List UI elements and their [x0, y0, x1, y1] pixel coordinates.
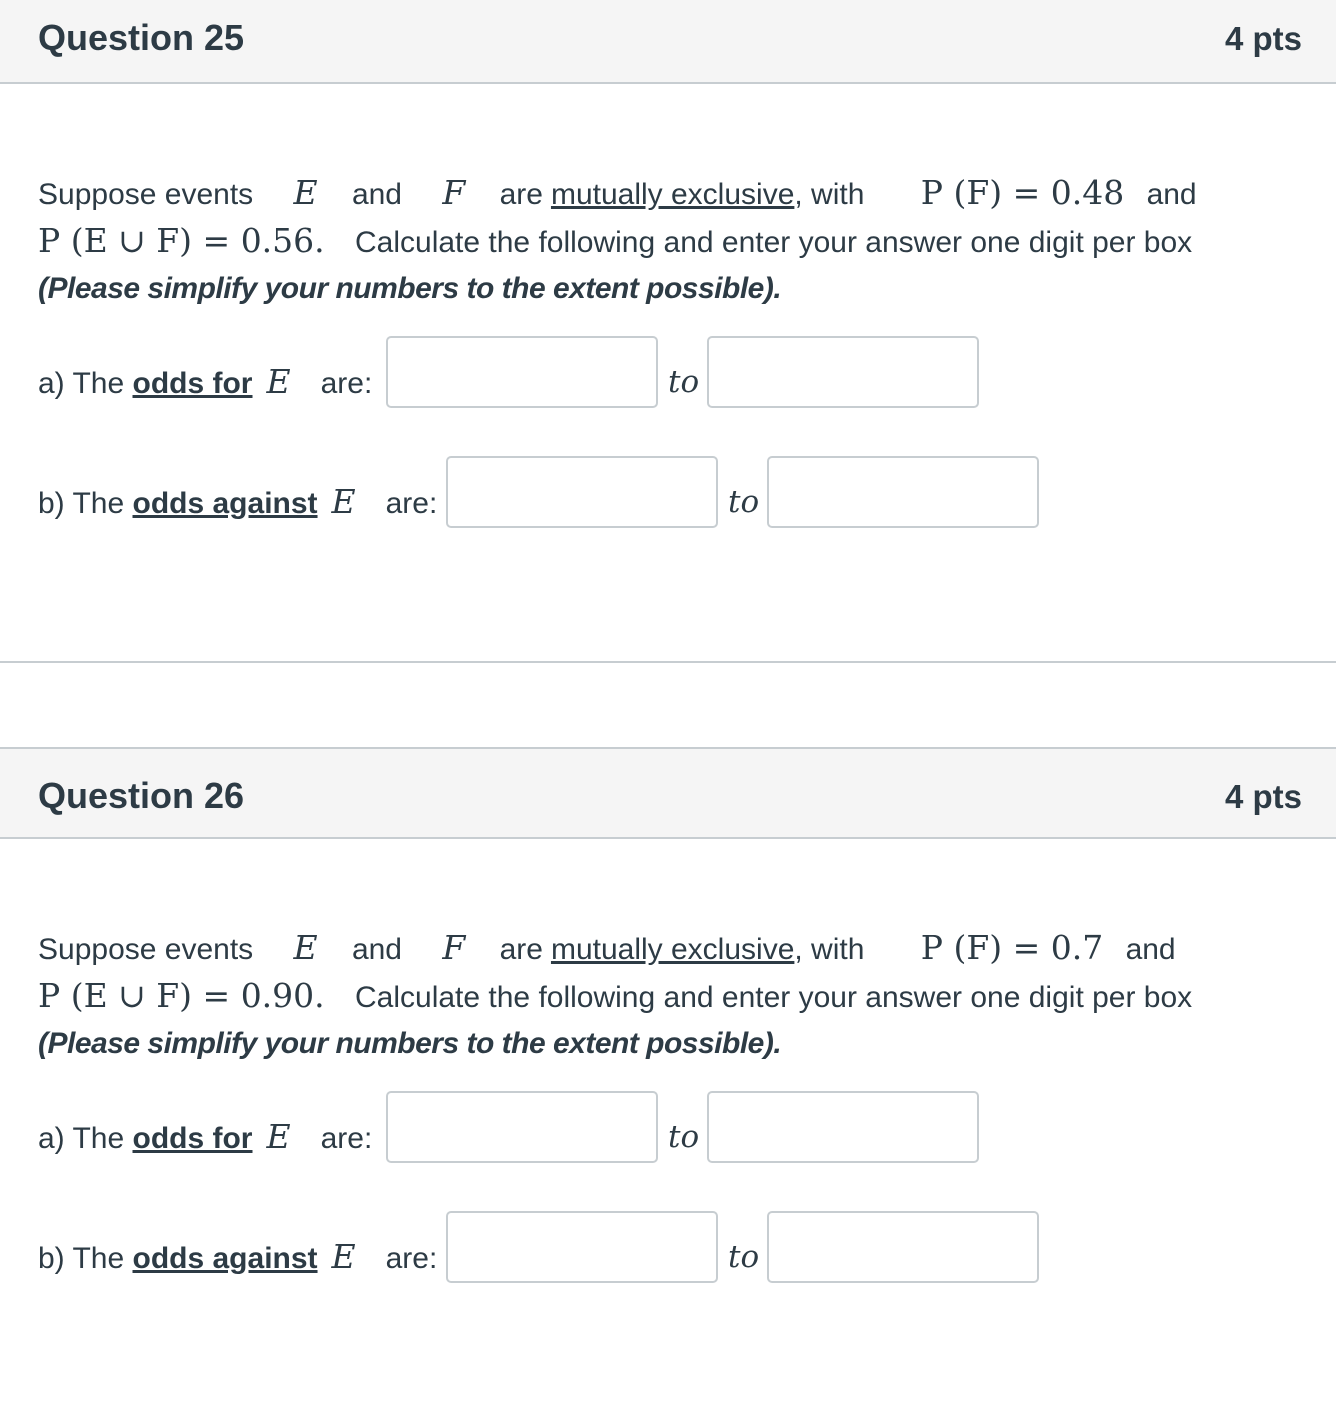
suppose-text: Suppose events — [38, 178, 254, 211]
part-a-prefix: a) The — [38, 1122, 133, 1155]
part-a-suffix: are: — [320, 1122, 373, 1155]
var-f: F — [442, 928, 466, 967]
question-points: 4 pts — [1224, 20, 1302, 57]
part-b-prefix: b) The — [38, 1242, 133, 1275]
punion-expression: P (E ∪ F) = 0.90. — [38, 976, 325, 1015]
part-a-var: E — [266, 1117, 291, 1156]
odds-against-input-1[interactable] — [446, 456, 718, 528]
var-e: E — [293, 928, 318, 967]
question-text-line-2 — [38, 221, 1193, 260]
part-b-var: E — [331, 482, 356, 521]
odds-against-input-1[interactable] — [446, 1211, 718, 1283]
pf-expression: P (F) = 0.7 — [920, 928, 1104, 967]
var-e: E — [293, 173, 318, 212]
and-text: and — [351, 178, 402, 211]
question-25 — [0, 0, 1336, 662]
mutually-exclusive-text: mutually exclusive — [550, 178, 795, 211]
part-b-label — [38, 1237, 437, 1276]
punion-expression: P (E ∪ F) = 0.56. — [38, 221, 325, 260]
are-text: are — [499, 933, 543, 966]
to-label: to — [668, 364, 700, 400]
odds-for-input-1[interactable] — [386, 1091, 658, 1163]
question-body — [0, 839, 1336, 1417]
part-a-prefix: a) The — [38, 367, 133, 400]
suppose-text: Suppose events — [38, 933, 254, 966]
odds-for-input-2[interactable] — [707, 336, 979, 408]
odds-against-term: odds against — [132, 1242, 318, 1275]
with-text: , with — [794, 933, 865, 966]
part-b-suffix: are: — [385, 1242, 438, 1275]
simplify-note: (Please simplify your numbers to the extent possible). — [38, 272, 782, 305]
question-26 — [0, 747, 1336, 1417]
question-text-line-1 — [38, 928, 1176, 967]
odds-for-input-1[interactable] — [386, 336, 658, 408]
and-text: and — [351, 933, 402, 966]
question-title: Question 25 — [38, 17, 245, 58]
part-b-var: E — [331, 1237, 356, 1276]
question-text-line-2 — [38, 976, 1193, 1015]
odds-for-term: odds for — [132, 367, 253, 400]
question-title: Question 26 — [38, 775, 245, 816]
question-header — [0, 0, 1336, 84]
question-header — [0, 749, 1336, 839]
question-points: 4 pts — [1224, 778, 1302, 815]
odds-for-input-2[interactable] — [707, 1091, 979, 1163]
simplify-note: (Please simplify your numbers to the extent possible). — [38, 1027, 782, 1060]
and-text-2: and — [1146, 178, 1197, 211]
odds-against-term: odds against — [132, 487, 318, 520]
part-b-suffix: are: — [385, 487, 438, 520]
instruction-text: Calculate the following and enter your answer one digit per box — [355, 981, 1193, 1014]
mutually-exclusive-text: mutually exclusive — [550, 933, 795, 966]
question-text-line-1 — [38, 173, 1197, 212]
odds-against-input-2[interactable] — [767, 456, 1039, 528]
and-text-2: and — [1125, 933, 1176, 966]
part-b-prefix: b) The — [38, 487, 133, 520]
pf-expression: P (F) = 0.48 — [920, 173, 1125, 212]
part-a-label — [38, 362, 372, 401]
to-label: to — [728, 1239, 760, 1275]
part-a-label — [38, 1117, 372, 1156]
odds-for-term: odds for — [132, 1122, 253, 1155]
var-f: F — [442, 173, 466, 212]
question-body — [0, 84, 1336, 662]
part-b-label — [38, 482, 437, 521]
part-a-suffix: are: — [320, 367, 373, 400]
odds-against-input-2[interactable] — [767, 1211, 1039, 1283]
question-divider — [0, 661, 1336, 663]
instruction-text: Calculate the following and enter your answer one digit per box — [355, 226, 1193, 259]
are-text: are — [499, 178, 543, 211]
to-label: to — [668, 1119, 700, 1155]
part-a-var: E — [266, 362, 291, 401]
with-text: , with — [794, 178, 865, 211]
to-label: to — [728, 484, 760, 520]
